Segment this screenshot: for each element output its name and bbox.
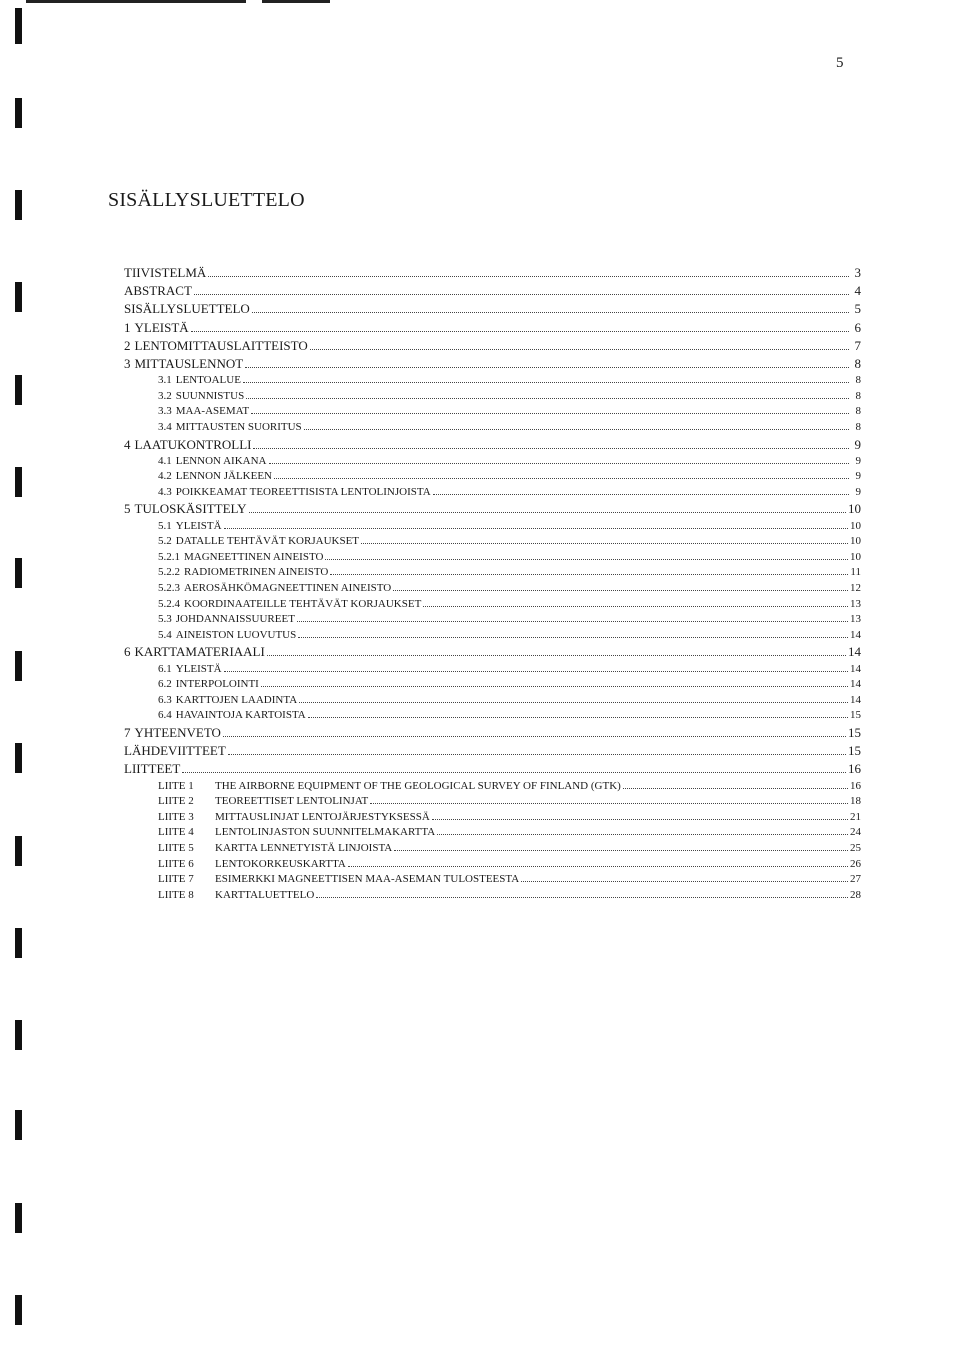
toc-leader-dots: [432, 818, 848, 820]
toc-leader-dots: [223, 735, 846, 737]
toc-entry: [124, 534, 861, 550]
toc-entry-title: RADIOMETRINEN AINEISTO: [184, 566, 329, 579]
toc-leader-dots: [251, 412, 849, 414]
toc-entry: [124, 469, 861, 485]
toc-leader-dots: [308, 716, 848, 718]
toc-entry-page: 14: [850, 662, 861, 675]
toc-entry-title: MITTAUSTEN SUORITUS: [175, 420, 302, 433]
toc-entry: [124, 282, 861, 300]
toc-appendix-entry: [124, 888, 861, 904]
toc-leader-dots: [249, 511, 846, 513]
toc-leader-dots: [521, 880, 848, 882]
toc-leader-dots: [182, 771, 846, 773]
toc-entry-page: 28: [850, 888, 861, 901]
toc-leader-dots: [370, 802, 848, 804]
toc-leader-dots: [191, 330, 849, 332]
toc-entry-number: 5.2.2: [158, 566, 180, 579]
binding-mark: [15, 8, 22, 44]
toc-entry-title: MAA-ASEMAT: [175, 405, 250, 418]
toc-entry-number: 3.1: [158, 374, 172, 387]
toc-entry-title: JOHDANNAISSUUREET: [175, 613, 295, 626]
toc-entry-number: 5: [124, 501, 131, 517]
toc-entry-title: MAGNEETTINEN AINEISTO: [184, 550, 324, 563]
toc-entry-number: LIITE 3: [158, 810, 194, 823]
toc-entry-title: LENTOALUE: [175, 374, 241, 387]
toc-entry-title: AEROSÄHKÖMAGNEETTINEN AINEISTO: [184, 582, 392, 595]
toc-leader-dots: [325, 558, 848, 560]
toc-entry-page: 14: [850, 628, 861, 641]
binding-mark: [15, 928, 22, 958]
toc-leader-dots: [261, 685, 848, 687]
toc-entry: [124, 628, 861, 644]
toc-entry: [124, 264, 861, 282]
toc-entry: [124, 355, 861, 373]
toc-entry-page: 7: [854, 337, 861, 353]
toc-entry-page: 8: [855, 420, 861, 433]
toc-entry-title: DATALLE TEHTÄVÄT KORJAUKSET: [175, 535, 360, 548]
toc-entry-number: 5.1: [158, 519, 172, 532]
toc-entry-title: SUUNNISTUS: [175, 389, 245, 402]
toc-leader-dots: [297, 620, 848, 622]
toc-entry-number: 4.1: [158, 454, 172, 467]
toc-entry-number: 5.2: [158, 535, 172, 548]
toc-entry-page: 9: [855, 470, 861, 483]
toc-entry-title: ABSTRACT: [124, 283, 192, 299]
toc-entry-page: 6: [854, 319, 861, 335]
toc-entry: [124, 404, 861, 420]
toc-entry: [124, 519, 861, 535]
toc-entry-title: KARTTAMATERIAALI: [134, 644, 265, 660]
toc-entry-title: YHTEENVETO: [134, 724, 221, 740]
toc-leader-dots: [361, 542, 848, 544]
toc-entry: [124, 565, 861, 581]
toc-entry-title: SISÄLLYSLUETTELO: [124, 301, 250, 317]
toc-entry: [124, 677, 861, 693]
toc-entry-number: 7: [124, 724, 131, 740]
toc-entry-number: 3.2: [158, 389, 172, 402]
binding-mark: [15, 98, 22, 128]
toc-entry-number: 1: [124, 319, 131, 335]
toc-entry: [124, 319, 861, 337]
binding-mark: [15, 375, 22, 405]
toc-leader-dots: [298, 636, 848, 638]
toc-leader-dots: [246, 397, 849, 399]
toc-entry-page: 21: [850, 810, 861, 823]
toc-entry: [124, 693, 861, 709]
toc-entry-page: 4: [854, 283, 861, 299]
toc-appendix-entry: [124, 779, 861, 795]
toc-entry-page: 14: [850, 678, 861, 691]
toc-entry-number: 2: [124, 337, 131, 353]
toc-entry-page: 26: [850, 857, 861, 870]
toc-leader-dots: [252, 311, 849, 313]
toc-entry-number: 5.2.1: [158, 550, 180, 563]
toc-entry-number: 5.3: [158, 613, 172, 626]
toc-entry-title: AINEISTON LUOVUTUS: [175, 628, 297, 641]
toc-entry-number: 6.2: [158, 678, 172, 691]
toc-entry-page: 10: [850, 550, 861, 563]
toc-entry-page: 16: [850, 779, 861, 792]
toc-leader-dots: [267, 654, 846, 656]
toc-entry-page: 16: [848, 761, 861, 777]
binding-mark: [15, 467, 22, 497]
toc-entry-title: KARTTALUETTELO: [215, 888, 315, 901]
toc-leader-dots: [623, 787, 848, 789]
toc-leader-dots: [299, 701, 848, 703]
toc-entry-number: 3.4: [158, 420, 172, 433]
toc-entry-number: 4.3: [158, 485, 172, 498]
toc-appendix-entry: [124, 857, 861, 873]
toc-leader-dots: [224, 670, 848, 672]
binding-mark: [15, 836, 22, 866]
toc-entry-title: YLEISTÄ: [175, 662, 222, 675]
toc-entry: [124, 550, 861, 566]
top-scan-rule-right: [262, 0, 330, 3]
toc-entry-title: YLEISTÄ: [175, 519, 222, 532]
toc-entry-title: LAATUKONTROLLI: [134, 436, 252, 452]
toc-entry-title: TIIVISTELMÄ: [124, 265, 207, 280]
toc-entry-page: 8: [854, 355, 861, 371]
toc-entry-page: 10: [848, 501, 861, 517]
toc-leader-dots: [243, 381, 849, 383]
toc-entry: [124, 420, 861, 436]
toc-entry-page: 24: [850, 826, 861, 839]
toc-leader-dots: [437, 833, 848, 835]
toc-entry-page: 13: [850, 613, 861, 626]
toc-leader-dots: [423, 605, 848, 607]
toc-leader-dots: [228, 753, 846, 755]
binding-marks: [0, 0, 40, 1363]
toc-leader-dots: [393, 589, 848, 591]
toc-entry-number: 6.1: [158, 662, 172, 675]
binding-mark: [15, 743, 22, 773]
toc-entry-title: LIITTEET: [124, 761, 181, 777]
toc-leader-dots: [194, 293, 849, 295]
toc-entry-title: LENTOLINJASTON SUUNNITELMAKARTTA: [215, 826, 436, 839]
page-title: SISÄLLYSLUETTELO: [108, 189, 305, 211]
toc-entry-number: 5.4: [158, 628, 172, 641]
toc-entry-page: 8: [855, 405, 861, 418]
binding-mark: [15, 1203, 22, 1233]
toc-entry-page: 9: [855, 454, 861, 467]
toc-entry-number: 6: [124, 644, 131, 660]
toc-entry-number: LIITE 7: [158, 873, 194, 886]
toc-entry-title: LENNON AIKANA: [175, 454, 267, 467]
toc-entry-page: 15: [848, 724, 861, 740]
toc-entry: [124, 337, 861, 355]
toc-leader-dots: [245, 366, 849, 368]
binding-mark: [15, 558, 22, 588]
toc-leader-dots: [269, 462, 850, 464]
toc-entry-title: LENTOMITTAUSLAITTEISTO: [134, 337, 308, 353]
toc-entry: [124, 643, 861, 661]
binding-mark: [15, 1110, 22, 1140]
toc-entry-page: 11: [850, 566, 861, 579]
toc-entry-title: KARTTA LENNETYISTÄ LINJOISTA: [215, 841, 393, 854]
toc-entry-title: YLEISTÄ: [134, 319, 189, 335]
toc-entry-number: 4.2: [158, 470, 172, 483]
toc-entry: [124, 500, 861, 518]
toc-entry-page: 18: [850, 795, 861, 808]
toc-appendix-entry: [124, 810, 861, 826]
toc-entry: [124, 454, 861, 470]
toc-entry-title: MITTAUSLINJAT LENTOJÄRJESTYKSESSÄ: [215, 810, 430, 823]
toc-leader-dots: [330, 573, 848, 575]
toc-entry-title: MITTAUSLENNOT: [134, 355, 244, 371]
toc-entry: [124, 485, 861, 501]
toc-entry-page: 3: [854, 265, 861, 280]
toc-entry-page: 9: [855, 485, 861, 498]
toc-entry-title: TULOSKÄSITTELY: [134, 501, 247, 517]
toc-entry: [124, 581, 861, 597]
toc-entry-page: 8: [855, 374, 861, 387]
toc-entry-number: 6.4: [158, 709, 172, 722]
page-number: 5: [836, 55, 844, 71]
toc-leader-dots: [348, 865, 848, 867]
toc-entry-title: ESIMERKKI MAGNEETTISEN MAA-ASEMAN TULOSTEESTA: [215, 873, 520, 886]
toc-entry-page: 12: [850, 582, 861, 595]
toc-entry-number: LIITE 5: [158, 841, 194, 854]
toc-leader-dots: [208, 275, 849, 277]
toc-entry-page: 27: [850, 873, 861, 886]
toc-leader-dots: [224, 527, 848, 529]
toc-entry-page: 15: [850, 709, 861, 722]
toc-leader-dots: [433, 493, 849, 495]
toc-appendix-entry: [124, 825, 861, 841]
toc-entry-title: KOORDINAATEILLE TEHTÄVÄT KORJAUKSET: [184, 597, 422, 610]
toc-leader-dots: [274, 477, 849, 479]
toc-appendix-entry: [124, 794, 861, 810]
toc-entry-page: 25: [850, 841, 861, 854]
toc-entry-page: 13: [850, 597, 861, 610]
toc-entry-number: 5.2.4: [158, 597, 180, 610]
toc-entry-title: HAVAINTOJA KARTOISTA: [175, 709, 306, 722]
table-of-contents: [124, 264, 861, 903]
toc-entry-title: LENNON JÄLKEEN: [175, 470, 272, 483]
toc-entry-number: LIITE 1: [158, 779, 194, 792]
toc-entry: [124, 597, 861, 613]
toc-entry: [124, 662, 861, 678]
toc-entry-number: LIITE 4: [158, 826, 194, 839]
toc-entry-page: 14: [848, 644, 861, 660]
toc-entry-page: 10: [850, 519, 861, 532]
toc-leader-dots: [394, 849, 848, 851]
toc-entry: [124, 373, 861, 389]
toc-entry-number: LIITE 8: [158, 888, 194, 901]
binding-mark: [15, 1020, 22, 1050]
toc-entry: [124, 436, 861, 454]
toc-entry: [124, 300, 861, 318]
toc-entry-title: INTERPOLOINTI: [175, 678, 259, 691]
toc-entry-title: LÄHDEVIITTEET: [124, 743, 226, 759]
toc-entry-title: THE AIRBORNE EQUIPMENT OF THE GEOLOGICAL SURVEY OF FINLAND (GTK): [215, 779, 621, 792]
binding-mark: [15, 651, 22, 681]
binding-mark: [15, 190, 22, 220]
toc-entry-number: 5.2.3: [158, 582, 180, 595]
toc-leader-dots: [304, 428, 849, 430]
toc-entry: [124, 389, 861, 405]
toc-entry: [124, 724, 861, 742]
toc-appendix-entry: [124, 872, 861, 888]
toc-entry-page: 5: [854, 301, 861, 317]
toc-entry-title: TEOREETTISET LENTOLINJAT: [215, 795, 369, 808]
binding-mark: [15, 1295, 22, 1325]
toc-entry-number: 3: [124, 355, 131, 371]
toc-leader-dots: [253, 447, 849, 449]
top-scan-rule-left: [26, 0, 246, 3]
toc-entry-title: KARTTOJEN LAADINTA: [175, 693, 298, 706]
toc-entry-number: 4: [124, 436, 131, 452]
toc-entry: [124, 708, 861, 724]
toc-entry-title: LENTOKORKEUSKARTTA: [215, 857, 346, 870]
toc-entry-page: 14: [850, 693, 861, 706]
binding-mark: [15, 282, 22, 312]
toc-entry-page: 10: [850, 535, 861, 548]
toc-entry-page: 15: [848, 743, 861, 759]
toc-entry-number: LIITE 2: [158, 795, 194, 808]
toc-entry-page: 9: [854, 436, 861, 452]
toc-entry: [124, 742, 861, 760]
toc-entry-number: 3.3: [158, 405, 172, 418]
toc-entry: [124, 760, 861, 778]
toc-entry-number: LIITE 6: [158, 857, 194, 870]
toc-leader-dots: [310, 348, 849, 350]
toc-entry-title: POIKKEAMAT TEOREETTISISTA LENTOLINJOISTA: [175, 485, 431, 498]
toc-entry-page: 8: [855, 389, 861, 402]
toc-entry: [124, 612, 861, 628]
toc-entry-number: 6.3: [158, 693, 172, 706]
toc-leader-dots: [316, 896, 848, 898]
toc-appendix-entry: [124, 841, 861, 857]
